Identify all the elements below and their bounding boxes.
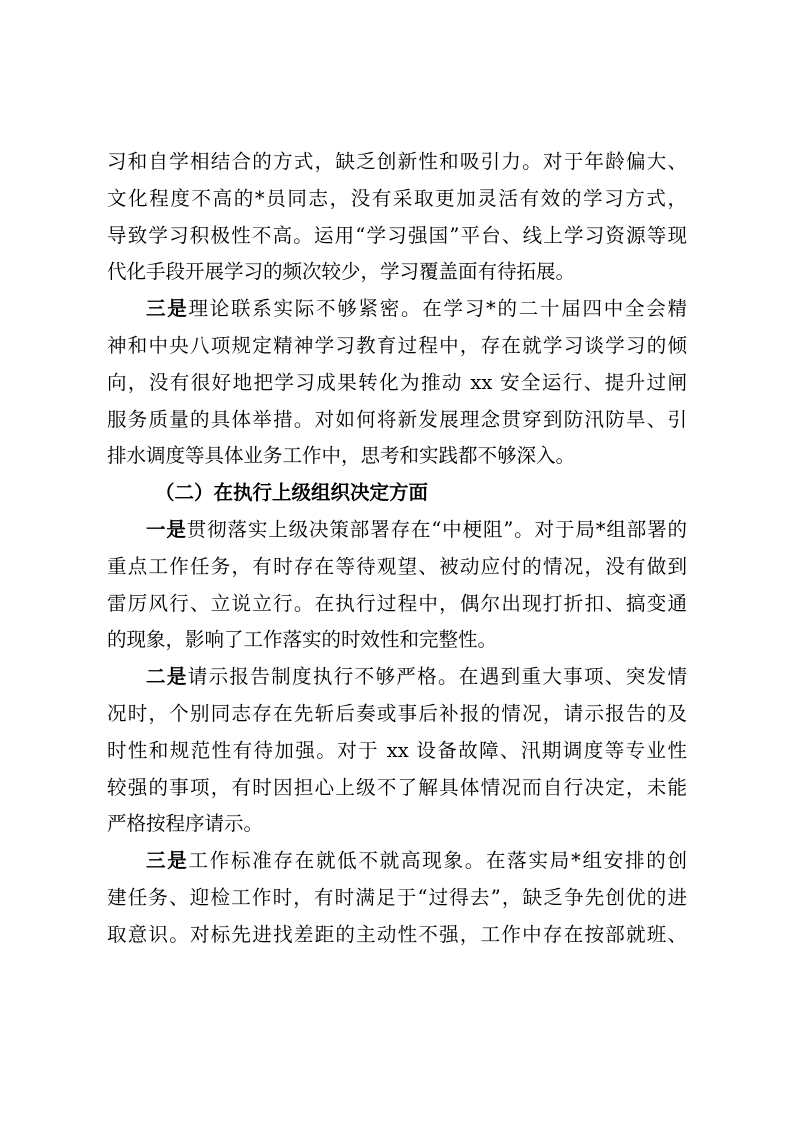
- document-body: [107, 144, 687, 954]
- section-heading: [107, 475, 687, 512]
- line-text: 时性和规范性有待加强。对于 xx 设备故障、汛期调度等专业性: [107, 738, 687, 762]
- line-text: 建任务、迎检工作时，有时满足于“过得去”，缺乏争先创优的进: [107, 885, 687, 909]
- paragraph-line: [107, 328, 687, 365]
- line-text: （二）在执行上级组织决定方面: [155, 481, 429, 505]
- line-text: 神和中央八项规定精神学习教育过程中，存在就学习谈学习的倾: [107, 333, 687, 357]
- paragraph-line: [107, 365, 687, 402]
- paragraph-lead: 二是: [146, 665, 188, 689]
- paragraph-line: [107, 733, 687, 770]
- line-text: 习和自学相结合的方式，缺乏创新性和吸引力。对于年龄偏大、: [107, 150, 687, 173]
- paragraph-lead: 三是: [146, 297, 189, 321]
- line-text: 贯彻落实上级决策部署存在“中梗阻”。对于局*组部署的: [186, 517, 687, 541]
- paragraph-line: [107, 438, 687, 475]
- paragraph-line: [107, 880, 687, 917]
- paragraph-line: [107, 291, 687, 328]
- line-text: 代化手段开展学习的频次较少，学习覆盖面有待拓展。: [107, 260, 576, 284]
- paragraph-lead: 一是: [146, 517, 187, 541]
- paragraph-line: [107, 218, 687, 255]
- line-text: 文化程度不高的*员同志，没有采取更加灵活有效的学习方式，: [107, 186, 687, 210]
- paragraph-line: [107, 402, 687, 439]
- line-text: 严格按程序请示。: [107, 812, 264, 836]
- paragraph-line: [107, 770, 687, 807]
- line-text: 况时，个别同志存在先斩后奏或事后补报的情况，请示报告的及: [107, 701, 687, 725]
- line-text: 请示报告制度执行不够严格。在遇到重大事项、突发情: [187, 665, 687, 689]
- line-text: 排水调度等具体业务工作中，思考和实践都不够深入。: [107, 444, 576, 468]
- line-text: 雷厉风行、立说立行。在执行过程中，偶尔出现打折扣、搞变通: [107, 591, 687, 615]
- line-text: 服务质量的具体举措。对如何将新发展理念贯穿到防汛防旱、引: [107, 407, 687, 431]
- paragraph-line: [107, 144, 687, 181]
- paragraph-line: [107, 181, 687, 218]
- paragraph-line: [107, 696, 687, 733]
- line-text: 重点工作任务，有时存在等待观望、被动应付的情况，没有做到: [107, 554, 687, 578]
- line-text: 取意识。对标先进找差距的主动性不强，工作中存在按部就班、: [107, 922, 687, 946]
- paragraph-line: [107, 254, 687, 291]
- line-text: 导致学习积极性不高。运用“学习强国”平台、线上学习资源等现: [107, 223, 687, 247]
- paragraph-line: [107, 549, 687, 586]
- paragraph-line: [107, 843, 687, 880]
- paragraph-line: [107, 622, 687, 659]
- line-text: 工作标准存在就低不就高现象。在落实局*组安排的创: [188, 849, 687, 873]
- paragraph-line: [107, 659, 687, 696]
- line-text: 向，没有很好地把学习成果转化为推动 xx 安全运行、提升过闸: [107, 370, 687, 394]
- paragraph-line: [107, 586, 687, 623]
- line-text: 较强的事项，有时因担心上级不了解具体情况而自行决定，未能: [107, 775, 687, 799]
- line-text: 理论联系实际不够紧密。在学习*的二十届四中全会精: [188, 297, 687, 321]
- line-text: 的现象，影响了工作落实的时效性和完整性。: [107, 628, 498, 652]
- paragraph-lead: 三是: [146, 849, 189, 873]
- paragraph-line: [107, 917, 687, 954]
- paragraph-line: [107, 806, 687, 843]
- paragraph-line: [107, 512, 687, 549]
